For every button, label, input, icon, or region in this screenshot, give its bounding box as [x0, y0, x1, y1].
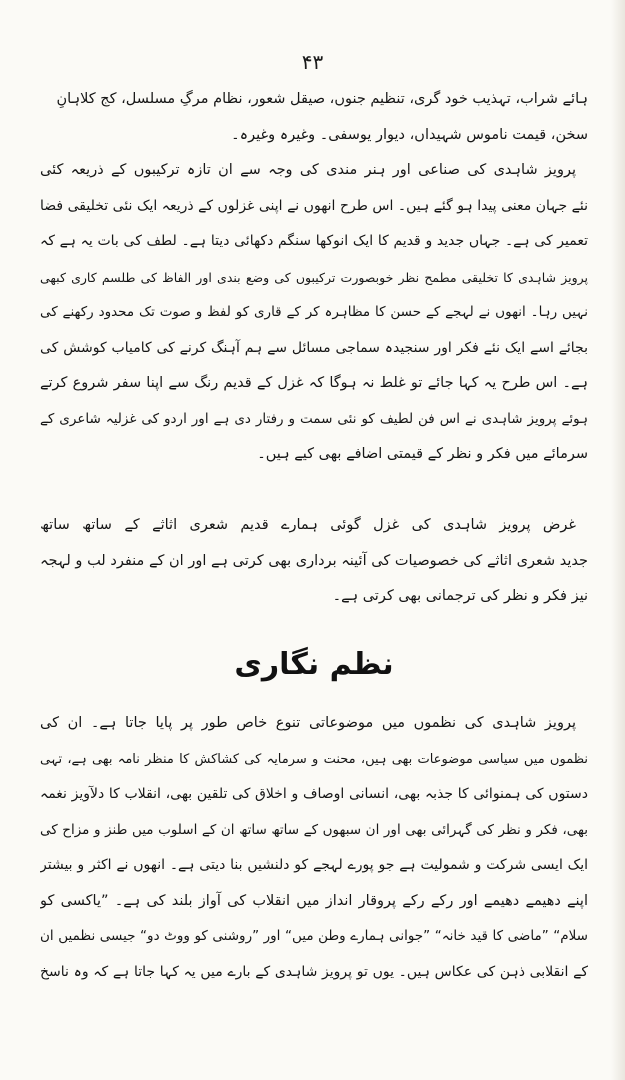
- page-number: ۴۳: [301, 50, 324, 74]
- paragraph-ghazal-summary: [40, 508, 588, 615]
- paragraph-line: نہیں رہا۔ انھوں نے لہجے کے حسن کا مظاہرہ کر کے قاری کو لفظ و صوت تک محدود رکھنے کی: [40, 304, 588, 320]
- paragraph-line: تعمیر کی ہے۔ جہاں جدید و قدیم کا ایک انوکھا سنگم دکھائی دیتا ہے۔ لطف کی بات یہ ہے کہ: [40, 233, 588, 249]
- paragraph-line: دستوں کی ہمنوائی کا جذبہ بھی، انسانی اوصاف و اخلاق کی تلقین بھی، انقلاب کا دلآویز نغمہ: [40, 786, 588, 802]
- paragraph-line: جدید شعری اثاثے کی خصوصیات کی آئینہ برداری بھی کرتی ہے اور ان کے منفرد لب و لہجہ: [40, 552, 588, 569]
- paragraph-line: بجائے اسے ایک نئے فکر اور سنجیدہ سماجی مسائل سے ہم آہنگ کرنے کی کامیاب کوشش کی: [40, 339, 588, 356]
- paragraph-line: غرض پرویز شاہدی کی غزل گوئی ہمارے قدیم شعری اثاثے کے ساتھ ساتھ: [40, 517, 576, 533]
- paragraph-line: بھی، فکر و نظر کی گہرائی بھی اور ان سبھوں کے ساتھ ساتھ ان کے اسلوب میں طنز و مزاح کی: [40, 821, 588, 838]
- paragraph-line: کے انقلابی ذہن کی عکاس ہیں۔ یوں تو پرویز شاہدی کے بارے میں یہ کہا جاتا ہے کہ وہ ناسخ: [40, 963, 588, 980]
- section-heading: نظم نگاری: [234, 647, 394, 682]
- paragraph-line: ہے۔ اس طرح یہ کہا جائے تو غلط نہ ہوگا کہ غزل کے قدیم رنگ سے اپنا سفر شروع کرتے: [40, 375, 588, 391]
- paragraph-line: ہائے شراب، تہذیب خود گری، تنظیم جنوں، صیقل شعور، نظام مرگِ مسلسل، کج کلاہانِ: [56, 91, 588, 107]
- paragraph-line: ایک ایسی شرکت و شمولیت ہے جو پورے لہجے کو دلنشیں بنا دیتی ہے۔ انھوں نے اکثر و بیشتر: [40, 857, 588, 873]
- paragraph-line: سلام“ ”ماضی کا قید خانہ“ ”جوانی ہمارے وطن میں“ اور ”روشنی کو ووٹ دو“ جیسی نظمیں ان: [40, 928, 588, 944]
- page-edge-shadow: [611, 0, 625, 1080]
- paragraph-line: نئے جہان معنی پیدا ہو گئے ہیں۔ اس طرح انھوں نے اپنی غزلوں کے ذریعہ ایک نئی تخلیقی فضا: [40, 197, 588, 214]
- paragraph-line: پرویز شاہدی کی صناعی اور ہنر مندی کی وجہ سے ان تازہ ترکیبوں کے ذریعہ کئی: [40, 162, 576, 178]
- paragraph-line: سخن، قیمت ناموس شہیداں، دیوار یوسفی۔ وغیرہ وغیرہ۔: [231, 126, 588, 143]
- paragraph-line: سرمائے میں فکر و نظر کے قیمتی اضافے بھی کیے ہیں۔: [257, 446, 588, 462]
- paragraph-line: ہوئے پرویز شاہدی نے اس فن لطیف کو نئی سمت و رفتار دی ہے اور اردو کی غزلیہ شاعری کے: [40, 410, 588, 427]
- paragraph-line: نظموں میں سیاسی موضوعات بھی ہیں، محنت و سرمایہ کی کشاکش کا منظر نامہ بھی ہے، تہی: [40, 751, 588, 767]
- paragraph-line: پرویز شاہدی کا تخلیقی مطمح نظر خوبصورت ترکیبوں کی وضع بندی اور الفاظ کی طلسم کاری کبھی: [40, 269, 588, 285]
- paragraph-line: نیز فکر و نظر کی ترجمانی بھی کرتی ہے۔: [332, 588, 588, 604]
- paragraph-ghazal-analysis: [40, 82, 588, 473]
- paragraph-line: اپنے دھیمے دھیمے اور رکے رکے پروقار انداز میں انقلاب کی آواز بلند کی ہے۔ ”یاکسی کو: [40, 892, 588, 909]
- paragraph-nazm-analysis: [40, 706, 588, 990]
- paragraph-line: پرویز شاہدی کی نظموں میں موضوعاتی تنوع خاص طور پر پایا جاتا ہے۔ ان کی: [40, 715, 576, 731]
